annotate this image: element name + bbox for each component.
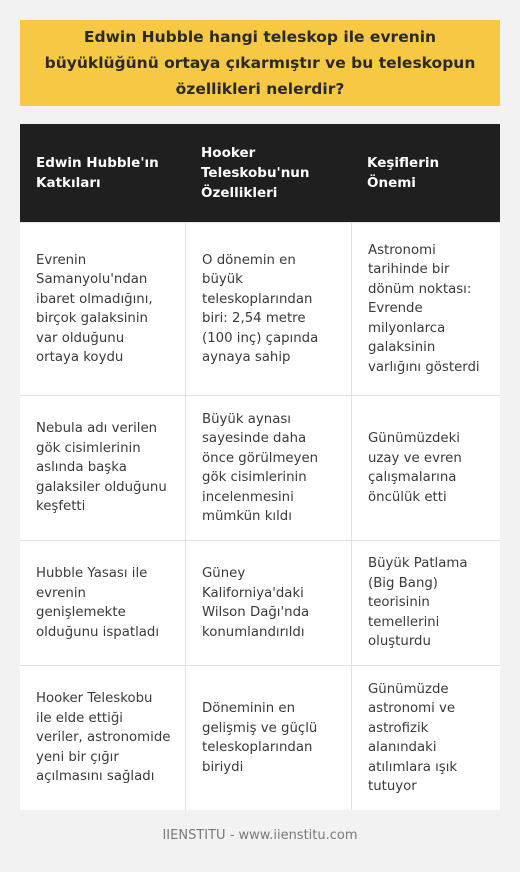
table-cell: Nebula adı verilen gök cisimlerinin aslında başka galaksiler olduğunu keşfetti bbox=[36, 421, 167, 515]
header-cell-importance: Keşiflerin Önemi bbox=[367, 155, 440, 191]
header-cell-contributions: Edwin Hubble'ın Katkıları bbox=[36, 155, 159, 191]
table-cell: O dönemin en büyük teleskoplarından biri: 2,54 metre (100 inç) çapında aynaya sahip bbox=[185, 223, 351, 395]
table-cell: Hubble Yasası ile evrenin genişlemekte olduğunu ispatladı bbox=[36, 566, 160, 640]
table-cell: Hooker Teleskobu ile elde ettiği veriler, astronomide yeni bir çığır açılmasını sağladı bbox=[36, 691, 171, 785]
page-title-text: Edwin Hubble hangi teleskop ile evrenin büyüklüğünü ortaya çıkarmıştır ve bu teleskopun özellikleri nelerdir? bbox=[44, 28, 476, 98]
table-row bbox=[20, 222, 500, 395]
table-row bbox=[20, 540, 500, 665]
table-cell: Döneminin en gelişmiş ve güçlü teleskoplarından biriydi bbox=[185, 666, 351, 810]
header-cell-telescope-features: Hooker Teleskobu'nun Özellikleri bbox=[201, 145, 310, 201]
table-row bbox=[20, 395, 500, 540]
table-cell: Günümüzde astronomi ve astrofizik alanındaki atılımlara ışık tutuyor bbox=[351, 666, 500, 810]
footer-credit: IIENSTITU - www.iienstitu.com bbox=[162, 828, 358, 843]
table-cell: Büyük Patlama (Big Bang) teorisinin temellerini oluşturdu bbox=[351, 541, 500, 665]
info-table bbox=[20, 124, 500, 810]
table-cell: Astronomi tarihinde bir dönüm noktası: Evrende milyonlarca galaksinin varlığını gösterdi bbox=[351, 223, 500, 395]
table-cell: Evrenin Samanyolu'ndan ibaret olmadığını, birçok galaksinin var olduğunu ortaya koydu bbox=[36, 252, 153, 365]
page-title bbox=[20, 20, 500, 106]
table-cell: Güney Kaliforniya'daki Wilson Dağı'nda konumlandırıldı bbox=[185, 541, 351, 665]
table-cell: Günümüzdeki uzay ve evren çalışmalarına öncülük etti bbox=[351, 396, 500, 540]
table-row bbox=[20, 665, 500, 810]
table-header-row bbox=[20, 124, 500, 222]
table-cell: Büyük aynası sayesinde daha önce görülmeyen gök cisimlerinin incelenmesini mümkün kıldı bbox=[185, 396, 351, 540]
